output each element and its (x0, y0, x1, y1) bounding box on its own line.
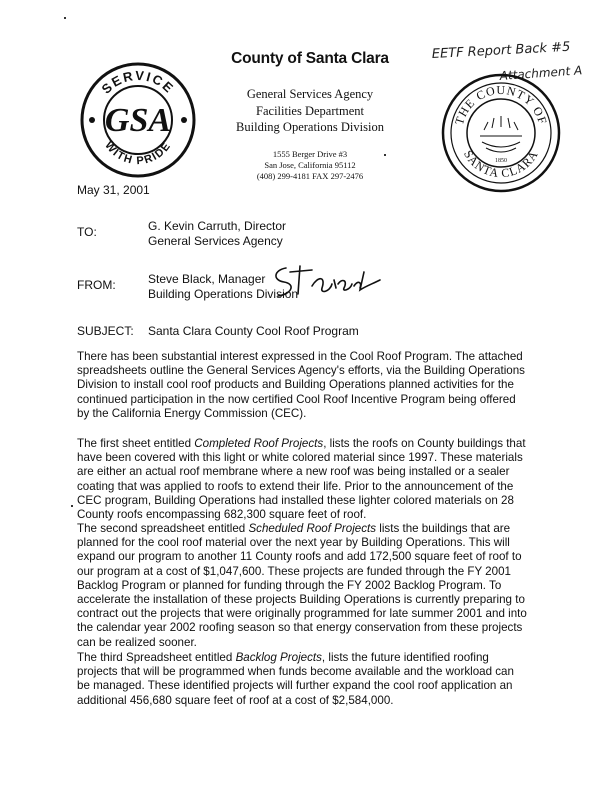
address-line-1: 1555 Berger Drive #3 (272, 148, 348, 159)
paragraph-line: There has been substantial interest expressed in the Cool Roof Program. The attached (77, 350, 523, 363)
paragraph-line (77, 522, 547, 536)
speck (64, 17, 66, 19)
body-paragraph-2 (77, 437, 547, 522)
gsa-seal-logo (78, 60, 198, 180)
svg-text:WITH PRIDE: WITH PRIDE (102, 139, 174, 168)
subject-text: Santa Clara County Cool Roof Program (148, 324, 359, 338)
paragraph-line: the calendar year 2002 roofing season so that energy conservation from these projects (77, 621, 523, 635)
division-name: Building Operations Division (236, 120, 384, 134)
paragraph-line: expand our program to another 11 County roofs and add 172,500 square feet of roof to (77, 550, 522, 564)
from-label: FROM: (77, 278, 116, 292)
svg-text:SERVICE: SERVICE (98, 67, 178, 97)
text-run: , lists the roofs on County buildings that (323, 437, 526, 450)
text-run: The second spreadsheet entitled (77, 522, 249, 535)
paragraph-line: County roofs encompassing 682,300 square feet of roof. (77, 508, 367, 522)
address-line-2: San Jose, California 95112 (264, 159, 356, 170)
paragraph-line: projects that will be programmed when funds become available and the workload can (77, 665, 514, 679)
body-paragraph-4 (77, 651, 547, 708)
sheet-title-scheduled: Scheduled Roof Projects (248, 522, 377, 535)
handwritten-signature (268, 258, 388, 304)
paragraph-line: are either an actual roof membrane where a new roof was being installed or a sealer (77, 465, 510, 479)
agency-name: General Services Agency (246, 87, 374, 101)
svg-text:1850: 1850 (495, 158, 507, 164)
paragraph-line: have been covered with this light or white colored material since 1997. These materials (77, 451, 523, 465)
paragraph-line: Backlog Program or planned for funding through the FY 2002 Backlog Program. To (77, 578, 502, 592)
county-seal-logo (440, 72, 562, 194)
paragraph-line: can be realized sooner. (77, 635, 197, 649)
paragraph-line: contract out the projects that were originally programmed for late summer 2001 and into (77, 607, 527, 621)
svg-text:GSA: GSA (104, 102, 172, 139)
speck (71, 505, 73, 507)
body-paragraph-1 (77, 350, 547, 421)
to-recipient (148, 219, 286, 249)
sheet-title-completed: Completed Roof Projects (194, 437, 324, 450)
paragraph-line: additional 456,680 square feet of roof at a cost of $2,584,000. (77, 693, 394, 707)
body-paragraph-3 (77, 522, 547, 650)
paragraph-line: by the California Energy Commission (CEC). (77, 406, 307, 420)
speck (384, 154, 386, 156)
letterhead (205, 50, 415, 182)
paragraph-line: coating that was applied to roofs to extend their life. Prior to the announcement of the (77, 479, 514, 493)
phone-fax: (408) 299-4181 FAX 297-2476 (256, 170, 364, 181)
paragraph-line: CEC program, Building Operations had installed these lighter colored materials on 28 (77, 493, 514, 507)
svg-text:EETF Report Back #5: EETF Report Back #5 (431, 40, 571, 62)
memo-date: May 31, 2001 (77, 183, 150, 197)
from-organization: Building Operations Division (148, 287, 299, 301)
paragraph-line: our program at a cost of $1,047,600. These projects are funded through the FY 2001 (77, 564, 511, 578)
paragraph-line (77, 437, 547, 451)
paragraph-line: be managed. These identified projects will further expand the cool roof application an (77, 679, 513, 693)
county-name: County of Santa Clara (231, 50, 389, 67)
to-label: TO: (77, 225, 97, 239)
department-name: Facilities Department (256, 103, 364, 118)
to-organization: General Services Agency (148, 234, 283, 248)
paragraph-line: Division to install cool roof products and Building Operations planned activities for the (77, 378, 514, 392)
from-name: Steve Black, Manager (148, 272, 266, 286)
sheet-title-backlog: Backlog Projects (235, 651, 322, 664)
paragraph-line: accelerate the installation of these projects Building Operations is currently preparing to (77, 593, 525, 607)
to-name: G. Kevin Carruth, Director (148, 219, 287, 233)
text-run: The first sheet entitled (77, 437, 195, 450)
text-run: The third Spreadsheet entitled (77, 651, 236, 664)
svg-text:THE COUNTY OF: THE COUNTY OF (451, 82, 551, 127)
svg-text:SANTA CLARA: SANTA CLARA (461, 147, 542, 181)
paragraph-line: planned for the cool roof material over the next year by Building Operations. This will (77, 536, 510, 550)
paragraph-line: continued participation in the now certified Cool Roof Incentive Program being offered (77, 392, 516, 406)
text-run: , lists the future identified roofing (321, 651, 489, 664)
paragraph-line (77, 651, 547, 665)
subject-label: SUBJECT: (77, 324, 134, 338)
paragraph-line: spreadsheets outline the General Services Agency's efforts, via the Building Operations (77, 364, 525, 378)
text-run: lists the buildings that are (376, 522, 511, 535)
svg-text:Attachment A: Attachment A (499, 63, 583, 83)
